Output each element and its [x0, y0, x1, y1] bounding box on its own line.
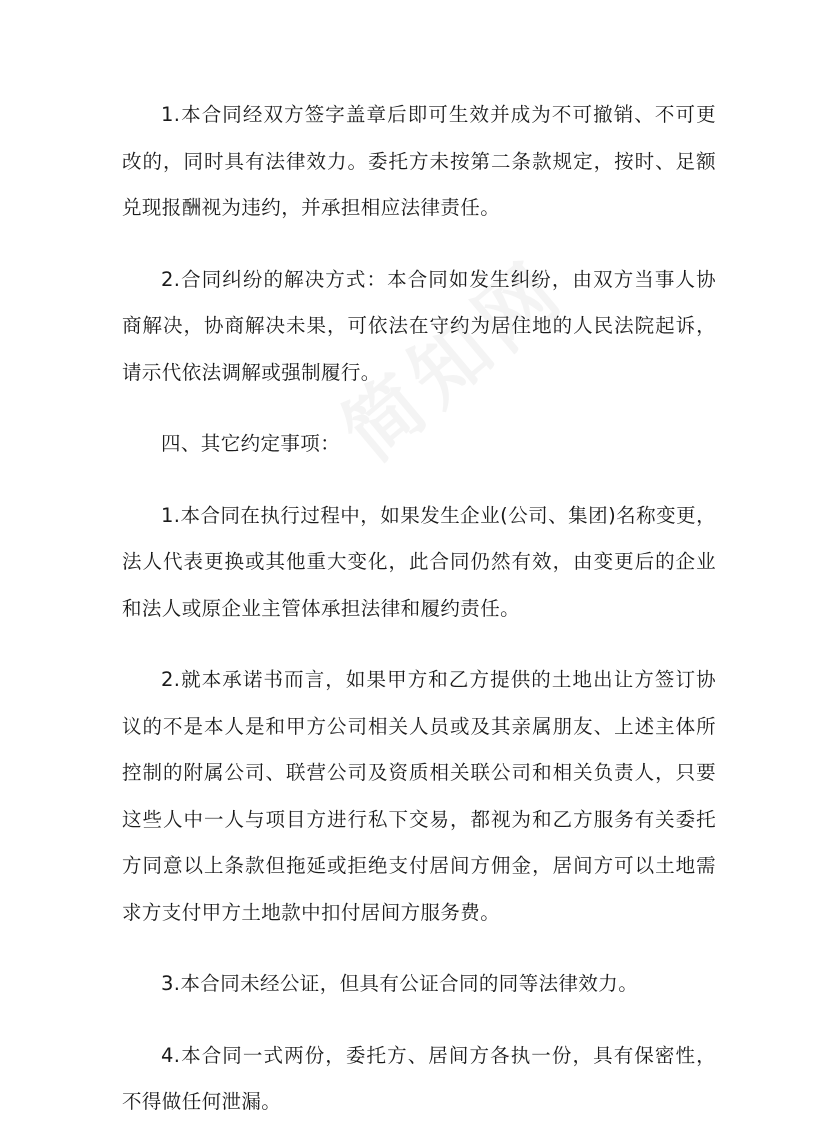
paragraph-copies: 4.本合同一式两份，委托方、居间方各执一份，具有保密性，不得做任何泄漏。: [122, 1043, 716, 1113]
section-heading-other-terms: 四、其它约定事项：: [161, 432, 341, 455]
paragraph-commitment: 2.就本承诺书而言，如果甲方和乙方提供的土地出让方签订协议的不是本人是和甲方公司相关人员或及其亲属朋友、上述主体所控制的附属公司、联营公司及资质相关联公司和相关负责人，只要这些人中一人与项目方进行私下交易，都视为和乙方服务有关委托方同意以上条款但拖延或拒绝支付居间方佣金，居间方可以土地需求方支付甲方土地款中扣付居间方服务费。: [122, 668, 716, 924]
paragraph-name-change: 1.本合同在执行过程中，如果发生企业(公司、集团)名称变更，法人代表更换或其他重大变化，此合同仍然有效，由变更后的企业和法人或原企业主管体承担法律和履约责任。: [122, 503, 716, 620]
paragraph-dispute-resolution: 2.合同纠纷的解决方式：本合同如发生纠纷，由双方当事人协商解决，协商解决未果，可依法在守约为居住地的人民法院起诉，请示代依法调解或强制履行。: [122, 267, 716, 384]
paragraph-validity: 1.本合同经双方签字盖章后即可生效并成为不可撤销、不可更改的，同时具有法律效力。委托方未按第二条款规定，按时、足额兑现报酬视为违约，并承担相应法律责任。: [122, 103, 716, 219]
document-body: [122, 92, 716, 1126]
paragraph-notarization: 3.本合同未经公证，但具有公证合同的同等法律效力。: [161, 972, 639, 995]
